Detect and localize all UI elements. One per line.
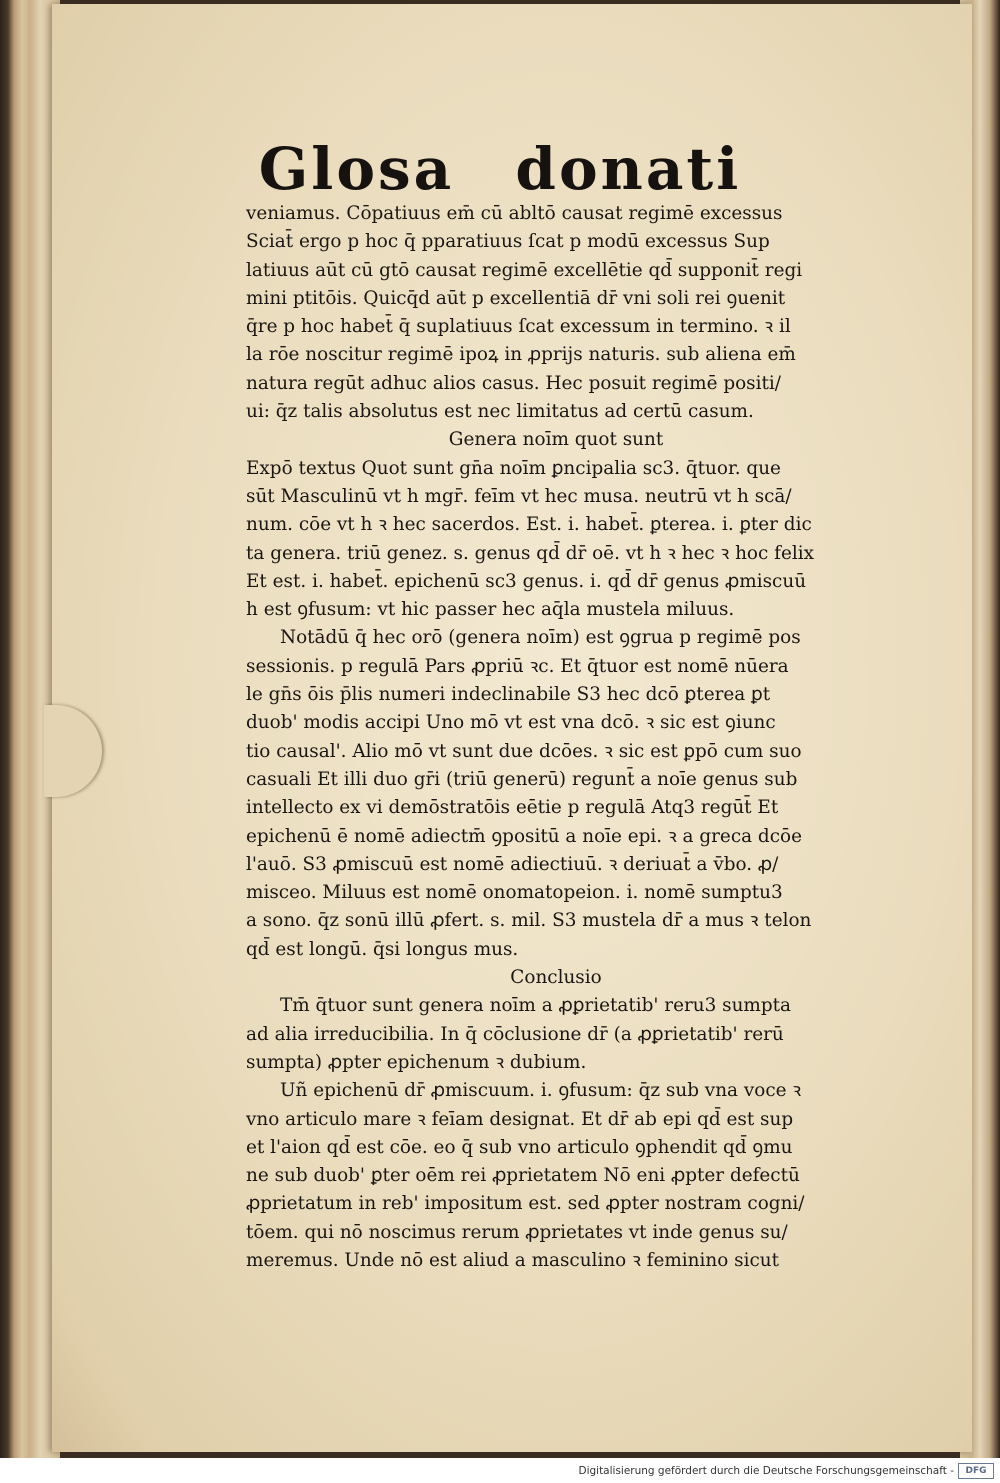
text-line: epichenū ē nomē adiectm̄ ꝯpositū a noīe epi. ꝛ a greca dcōe xyxy=(246,825,802,847)
text-line: tio causal'. Alio mō vt sunt due dcōes. ꝛ sic est ꝑpō cum suo xyxy=(246,740,802,762)
text-line: duob' modis accipi Uno mō vt est vna dcō. ꝛ sic est ꝯiunc xyxy=(246,712,776,734)
footer-bar xyxy=(0,1458,1000,1483)
text-line: ui: q̄z talis absolutus est nec limitatus ad certū casum. xyxy=(246,401,754,423)
text-line: Uñ epichenū dr̄ ꝓmiscuum. i. ꝯfusum: q̄z sub vna voce ꝛ xyxy=(280,1080,802,1102)
text-line: misceo. Miluus est nomē onomatopeion. i. nomē sumptu3 xyxy=(246,882,783,904)
text-line: sūt Masculinū vt h mgr̄. feīm vt hec musa. neutrū vt h scā/ xyxy=(246,485,792,507)
text-line: num. cōe vt h ꝛ hec sacerdos. Est. i. habet̄. ꝑterea. i. ꝑter dic xyxy=(246,514,812,536)
text-line: Expō textus Quot sunt gn̄a noīm ꝑncipalia sc3. q̄tuor. que xyxy=(246,457,781,479)
text-line: le gn̄s ōis p̄lis numeri indeclinabile S3 hec dcō ꝑterea ꝑt xyxy=(246,684,771,706)
text-line: vno articulo mare ꝛ feīam designat. Et dr̄ ab epi qd̄ est sup xyxy=(246,1108,794,1130)
text-line: q̄re p hoc habet̄ q̄ suplatiuus ſcat excessum in termino. ꝛ il xyxy=(246,316,791,338)
text-line: qd̄ est longū. q̄si longus mus. xyxy=(246,938,519,960)
text-line: ꝓprietatum in reb' impositum est. sed ꝓpter nostram cogni/ xyxy=(246,1193,805,1215)
text-line: sessionis. p regulā Pars ꝓpriū ꝛc. Et q̄tuor est nomē nūera xyxy=(246,655,789,677)
text-line: Tm̄ q̄tuor sunt genera noīm a ꝓꝑrietatib' reru3 sumpta xyxy=(280,995,791,1017)
body-text xyxy=(246,200,866,1275)
text-line: veniamus. Cōpatiuus em̄ cū abltō causat regimē excessus xyxy=(246,203,783,224)
section-heading: Genera noīm quot sunt xyxy=(448,429,664,451)
text-line: Et est. i. habet̄. epichenū sc3 genus. i. qd̄ dr̄ genus ꝓmiscuū xyxy=(246,570,807,592)
text-line: h est ꝯfusum: vt hic passer hec aq̄la mustela miluus. xyxy=(246,599,735,621)
text-line: sumpta) ꝓpter epichenum ꝛ dubium. xyxy=(246,1051,587,1073)
text-line: tōem. qui nō noscimus rerum ꝓprietates vt inde genus su/ xyxy=(246,1221,788,1243)
funding-credit: Digitalisierung gefördert durch die Deutsche Forschungsgemeinschaft - xyxy=(578,1465,954,1477)
text-line: intellecto ex vi demōstratōis eētie p regulā Atq3 regūt̄ Et xyxy=(246,797,779,819)
text-line: Sciat̄ ergo p hoc q̄ pparatiuus ſcat p modū excessus Sup xyxy=(246,231,770,253)
text-line: a sono. q̄z sonū illū ꝓfert. s. mil. S3 mustela dr̄ a mus ꝛ telon xyxy=(246,910,812,932)
text-line: mini ptitōis. Quicq̄d aūt p excellentiā dr̄ vni soli rei ꝯuenit xyxy=(246,287,786,309)
text-line: la rōe noscitur regimē ipoꝝ in ꝓprijs naturis. sub aliena em̄ xyxy=(246,344,796,366)
text-line: ne sub duob' ꝑter oēm rei ꝓprietatem Nō eni ꝓpter defectū xyxy=(246,1165,800,1187)
text-line: meremus. Unde nō est aliud a masculino ꝛ feminino sicut xyxy=(246,1249,780,1271)
text-line: ad alia irreducibilia. In q̄ cōclusione dr̄ (a ꝓꝑrietatib' rerū xyxy=(246,1023,784,1045)
page-header: Glosa donati xyxy=(258,135,742,203)
text-line: et l'aion qd̄ est cōe. eo q̄ sub vno articulo ꝯphendit qd̄ ꝯmu xyxy=(246,1136,793,1158)
text-line: Notādū q̄ hec orō (genera noīm) est ꝯgrua p regimē pos xyxy=(280,627,801,649)
text-line: ta genera. triū genez. s. genus qd̄ dr̄ oē. vt h ꝛ hec ꝛ hoc felix xyxy=(246,542,814,564)
text-line: latiuus aūt cū gtō causat regimē excellētie qd̄ supponit̄ regi xyxy=(246,259,803,281)
text-line: casuali Et illi duo gr̄i (triū generū) regunt̄ a noīe genus sub xyxy=(246,768,798,790)
text-line: natura regūt adhuc alios casus. Hec posuit regimē positi/ xyxy=(246,372,781,394)
section-heading: Conclusio xyxy=(510,967,602,989)
text-line: l'auō. S3 ꝓmiscuū est nomē adiectiuū. ꝛ deriuat̄ a v̄bo. ꝓ/ xyxy=(246,853,779,875)
dfg-logo: DFG xyxy=(958,1463,994,1479)
